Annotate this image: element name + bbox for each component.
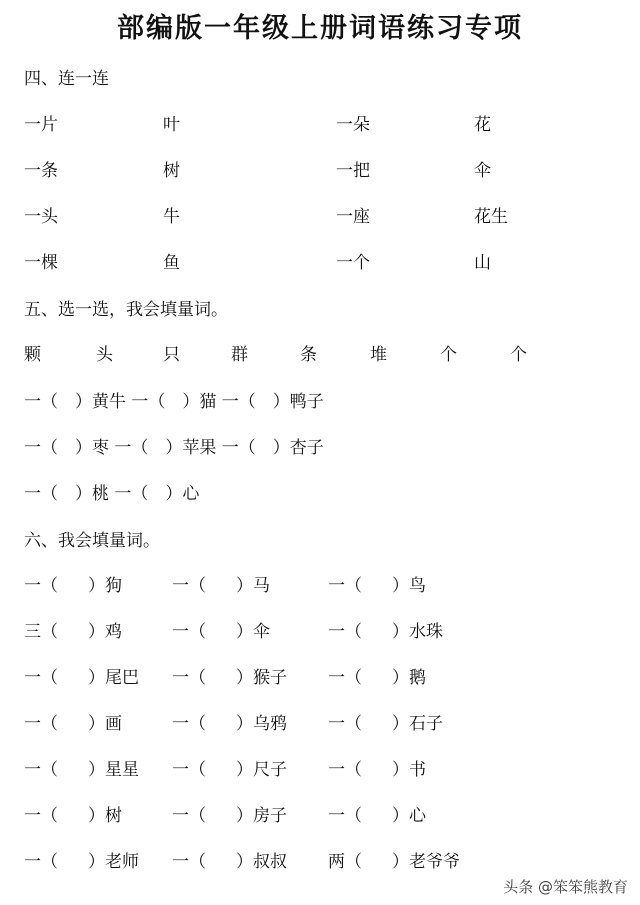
match-word: 一朵 <box>336 115 370 135</box>
blank-noun: ）房子 <box>236 806 287 826</box>
match-word: 花 <box>474 115 491 135</box>
blank-noun: ）尾巴 <box>88 668 139 688</box>
match-word: 一片 <box>24 115 58 135</box>
blank-prefix: 一（ <box>172 806 206 826</box>
blank-prefix: 一（ <box>328 806 362 826</box>
blank-noun: ）鸡 <box>88 622 122 642</box>
blank-noun: ）老师 <box>88 852 139 872</box>
match-word: 一棵 <box>24 253 58 273</box>
blank-noun: ）乌鸦 <box>236 714 287 734</box>
option-word: 堆 <box>370 345 387 365</box>
match-word: 一个 <box>336 253 370 273</box>
match-word: 叶 <box>163 115 180 135</box>
blank-prefix: 一（ <box>24 668 58 688</box>
option-word: 个 <box>510 345 527 365</box>
option-word: 头 <box>96 345 113 365</box>
blank-prefix: 一（ <box>172 668 206 688</box>
blank-noun: ）鸟 <box>392 576 426 596</box>
blank-noun: ）狗 <box>88 576 122 596</box>
blank-noun: ）石子 <box>392 714 443 734</box>
option-word: 颗 <box>24 345 41 365</box>
blank-prefix: 三（ <box>24 622 58 642</box>
page-title: 部编版一年级上册词语练习专项 <box>117 13 523 44</box>
blank-noun: ）鹅 <box>392 668 426 688</box>
blank-prefix: 一（ <box>328 760 362 780</box>
blank-prefix: 一（ <box>24 852 58 872</box>
blank-prefix: 一（ <box>172 576 206 596</box>
blank-prefix: 一（ <box>172 622 206 642</box>
option-word: 只 <box>163 345 180 365</box>
blank-noun: ）叔叔 <box>236 852 287 872</box>
option-word: 条 <box>300 345 317 365</box>
match-word: 一条 <box>24 161 58 181</box>
match-word: 花生 <box>474 207 508 227</box>
exercise-line: 一（ ）枣 一（ ）苹果 一（ ）杏子 <box>24 438 324 458</box>
blank-noun: ）伞 <box>236 622 270 642</box>
blank-noun: ）老爷爷 <box>392 852 460 872</box>
blank-prefix: 一（ <box>24 760 58 780</box>
blank-prefix: 一（ <box>328 576 362 596</box>
blank-prefix: 一（ <box>24 806 58 826</box>
section-5-heading: 五、选一选，我会填量词。 <box>24 300 228 320</box>
match-word: 一座 <box>336 207 370 227</box>
blank-prefix: 一（ <box>172 852 206 872</box>
blank-noun: ）心 <box>392 806 426 826</box>
match-word: 树 <box>163 161 180 181</box>
blank-noun: ）马 <box>236 576 270 596</box>
exercise-line: 一（ ）桃 一（ ）心 <box>24 484 200 504</box>
match-word: 一头 <box>24 207 58 227</box>
blank-prefix: 一（ <box>24 576 58 596</box>
blank-prefix: 一（ <box>328 714 362 734</box>
match-word: 山 <box>474 253 491 273</box>
match-word: 鱼 <box>163 253 180 273</box>
exercise-line: 一（ ）黄牛 一（ ）猫 一（ ）鸭子 <box>24 392 324 412</box>
blank-noun: ）猴子 <box>236 668 287 688</box>
blank-noun: ）水珠 <box>392 622 443 642</box>
option-word: 个 <box>440 345 457 365</box>
blank-prefix: 一（ <box>172 714 206 734</box>
blank-noun: ）树 <box>88 806 122 826</box>
section-4-heading: 四、连一连 <box>24 69 109 89</box>
watermark: 头条 @笨笨熊教育 <box>503 878 628 896</box>
match-word: 伞 <box>474 161 491 181</box>
blank-prefix: 两（ <box>328 852 362 872</box>
blank-prefix: 一（ <box>172 760 206 780</box>
blank-prefix: 一（ <box>328 668 362 688</box>
match-word: 一把 <box>336 161 370 181</box>
blank-noun: ）画 <box>88 714 122 734</box>
blank-prefix: 一（ <box>328 622 362 642</box>
match-word: 牛 <box>163 207 180 227</box>
blank-prefix: 一（ <box>24 714 58 734</box>
blank-noun: ）尺子 <box>236 760 287 780</box>
blank-noun: ）书 <box>392 760 426 780</box>
blank-noun: ）星星 <box>88 760 139 780</box>
option-word: 群 <box>231 345 248 365</box>
section-6-heading: 六、我会填量词。 <box>24 531 160 551</box>
